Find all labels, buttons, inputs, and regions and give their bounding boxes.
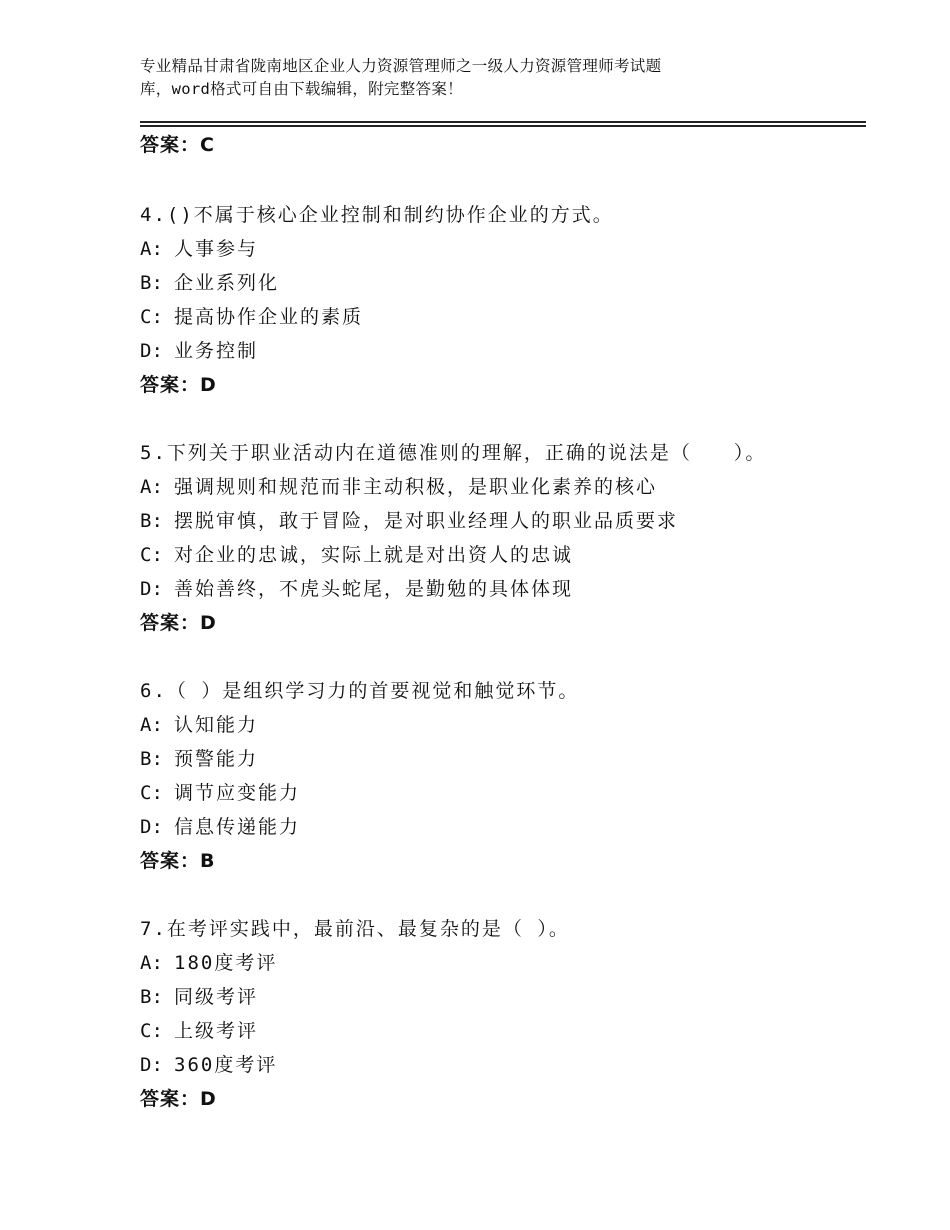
option-text: 摆脱审慎，敢于冒险，是对职业经理人的职业品质要求 [174, 510, 679, 532]
option-letter: C: [140, 1020, 163, 1042]
option-letter: C: [140, 306, 163, 328]
option-b [140, 980, 860, 1014]
question-stem: 7.在考评实践中，最前沿、最复杂的是（ ）。 [140, 918, 570, 940]
question-5 [140, 436, 860, 640]
question-stem: 5.下列关于职业活动内在道德准则的理解，正确的说法是（ ）。 [140, 442, 767, 464]
option-letter: B: [140, 272, 163, 294]
option-c [140, 1014, 860, 1048]
option-letter: D: [140, 816, 163, 838]
answer-line: 答案：D [140, 1088, 217, 1110]
option-b [140, 266, 860, 300]
header-divider-bottom [140, 125, 866, 127]
option-letter: A: [140, 952, 163, 974]
option-letter: B: [140, 986, 163, 1008]
option-text: 强调规则和规范而非主动积极，是职业化素养的核心 [174, 476, 658, 498]
option-d [140, 810, 860, 844]
option-d [140, 572, 860, 606]
option-c [140, 300, 860, 334]
option-c [140, 776, 860, 810]
answer-line: 答案：D [140, 612, 217, 634]
option-letter: A: [140, 476, 163, 498]
option-a [140, 946, 860, 980]
option-d [140, 334, 860, 368]
option-letter: D: [140, 1054, 163, 1076]
option-letter: B: [140, 748, 163, 770]
document-header [140, 55, 780, 101]
question-7 [140, 912, 860, 1116]
option-text: 360度考评 [174, 1054, 278, 1076]
question-4 [140, 198, 860, 402]
option-letter: C: [140, 782, 163, 804]
option-b [140, 742, 860, 776]
option-text: 同级考评 [174, 986, 259, 1008]
option-letter: D: [140, 578, 163, 600]
option-a [140, 470, 860, 504]
option-letter: D: [140, 340, 163, 362]
header-line-1: 专业精品甘肃省陇南地区企业人力资源管理师之一级人力资源管理师考试题 [140, 57, 662, 75]
header-line-2: 库，word格式可自由下载编辑，附完整答案！ [140, 80, 463, 98]
option-letter: A: [140, 714, 163, 736]
option-text: 预警能力 [174, 748, 259, 770]
question-stem: 6.（ ）是组织学习力的首要视觉和触觉环节。 [140, 680, 580, 702]
question-6 [140, 674, 860, 878]
option-text: 信息传递能力 [174, 816, 301, 838]
option-b [140, 504, 860, 538]
previous-question-answer: 答案：C [140, 134, 215, 156]
option-text: 人事参与 [174, 238, 259, 260]
option-text: 认知能力 [174, 714, 259, 736]
option-a [140, 232, 860, 266]
option-text: 上级考评 [174, 1020, 259, 1042]
answer-line: 答案：D [140, 374, 217, 396]
question-list [140, 128, 860, 1150]
option-text: 善始善终，不虎头蛇尾，是勤勉的具体体现 [174, 578, 574, 600]
question-stem: 4.()不属于核心企业控制和制约协作企业的方式。 [140, 204, 614, 226]
option-text: 180度考评 [174, 952, 278, 974]
option-text: 业务控制 [174, 340, 259, 362]
answer-line: 答案：B [140, 850, 216, 872]
option-text: 提高协作企业的素质 [174, 306, 364, 328]
option-text: 对企业的忠诚，实际上就是对出资人的忠诚 [174, 544, 574, 566]
option-letter: A: [140, 238, 163, 260]
header-divider-top [140, 121, 866, 123]
option-letter: C: [140, 544, 163, 566]
option-text: 调节应变能力 [174, 782, 301, 804]
option-text: 企业系列化 [174, 272, 280, 294]
option-c [140, 538, 860, 572]
option-d [140, 1048, 860, 1082]
option-a [140, 708, 860, 742]
option-letter: B: [140, 510, 163, 532]
